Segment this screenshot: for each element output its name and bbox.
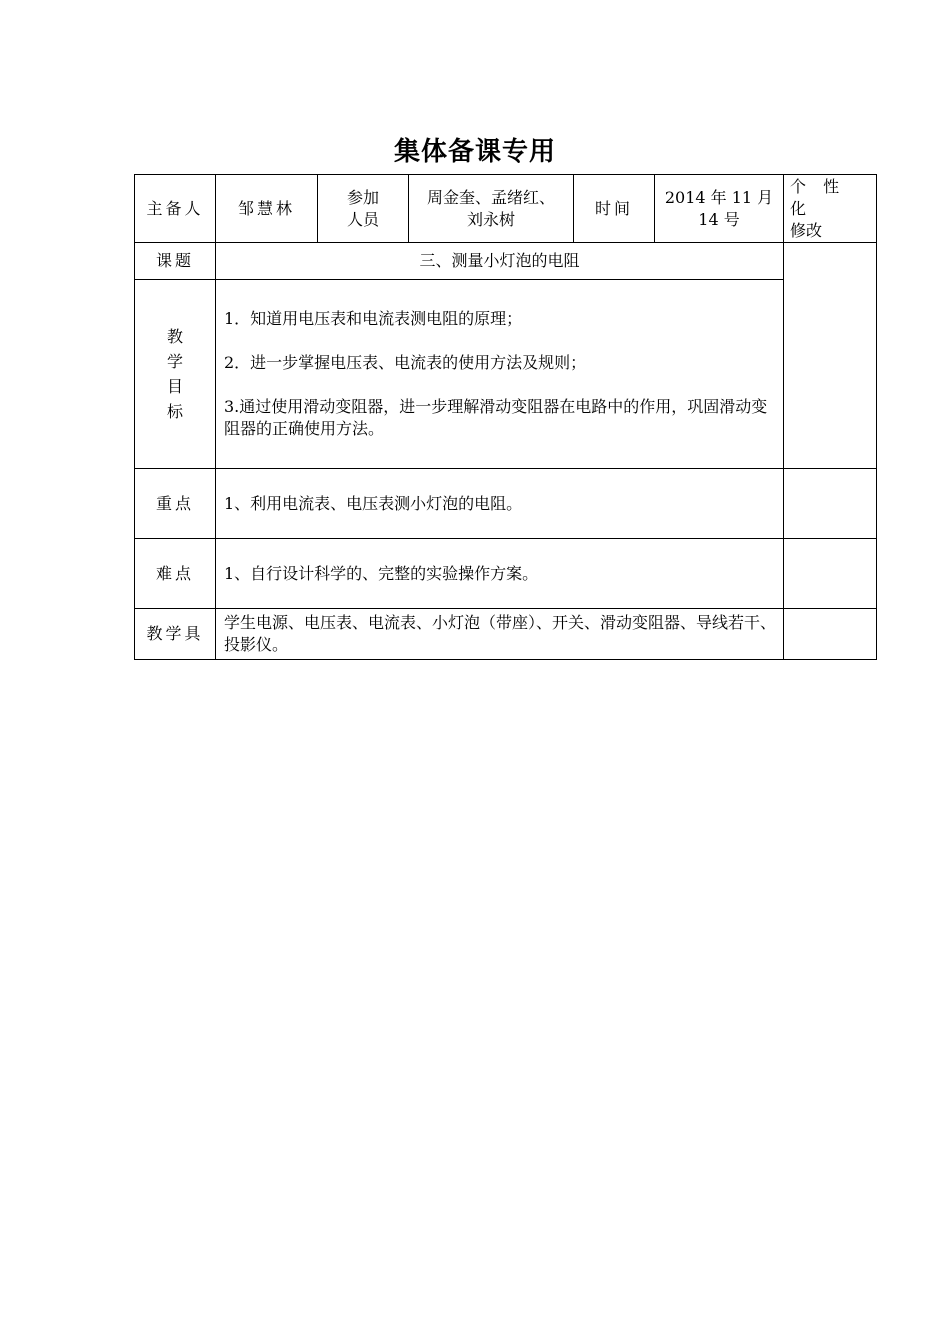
time-label: 时间 xyxy=(574,175,655,243)
time-line1: 2014 年 11 月 xyxy=(664,187,774,207)
topic-label: 课题 xyxy=(135,243,216,280)
personal-cell-2 xyxy=(784,469,877,539)
personal-line1: 个 性 化 xyxy=(790,177,846,218)
members-value xyxy=(409,175,574,243)
lead-value: 邹慧林 xyxy=(216,175,318,243)
objectives-label-char: 目 xyxy=(166,377,183,396)
members-line1: 周金奎、孟绪红、 xyxy=(426,187,555,207)
tools-row xyxy=(135,609,877,660)
difficulty-label: 难点 xyxy=(135,539,216,609)
objectives-label-char: 标 xyxy=(166,402,183,421)
members-label-line1: 参加 xyxy=(346,187,379,207)
objective-item: 3.通过使用滑动变阻器，进一步理解滑动变阻器在电路中的作用，巩固滑动变阻器的正确使用方法。 xyxy=(224,397,768,438)
objectives-label-char: 学 xyxy=(166,352,183,371)
key-point-label: 重点 xyxy=(135,469,216,539)
objectives-row xyxy=(135,280,877,469)
members-label-line2: 人员 xyxy=(346,209,379,229)
personal-cell-1 xyxy=(784,243,877,469)
members-line2: 刘永树 xyxy=(466,209,515,229)
tools-value: 学生电源、电压表、电流表、小灯泡（带座）、开关、滑动变阻器、导线若干、投影仪。 xyxy=(216,609,784,660)
time-line2: 14 号 xyxy=(698,209,740,229)
header-row xyxy=(135,175,877,243)
objective-item: 1．知道用电压表和电流表测电阻的原理； xyxy=(224,309,523,328)
key-point-value: 1、利用电流表、电压表测小灯泡的电阻。 xyxy=(216,469,784,539)
topic-value: 三、测量小灯泡的电阻 xyxy=(216,243,784,280)
lesson-plan-table xyxy=(134,174,877,660)
personal-cell-4 xyxy=(784,609,877,660)
objectives-label xyxy=(135,280,216,469)
personal-line2: 修改 xyxy=(790,221,823,240)
objectives-list xyxy=(216,280,784,469)
difficulty-value: 1、自行设计科学的、完整的实验操作方案。 xyxy=(216,539,784,609)
lead-label: 主备人 xyxy=(135,175,216,243)
members-label xyxy=(318,175,409,243)
page-title: 集体备课专用 xyxy=(393,137,556,167)
personal-label xyxy=(784,175,877,243)
difficulty-row xyxy=(135,539,877,609)
time-value xyxy=(655,175,784,243)
objectives-label-char: 教 xyxy=(166,327,183,346)
objective-item: 2．进一步掌握电压表、电流表的使用方法及规则； xyxy=(224,353,587,372)
personal-cell-3 xyxy=(784,539,877,609)
key-point-row xyxy=(135,469,877,539)
topic-row xyxy=(135,243,877,280)
tools-label: 教学具 xyxy=(135,609,216,660)
